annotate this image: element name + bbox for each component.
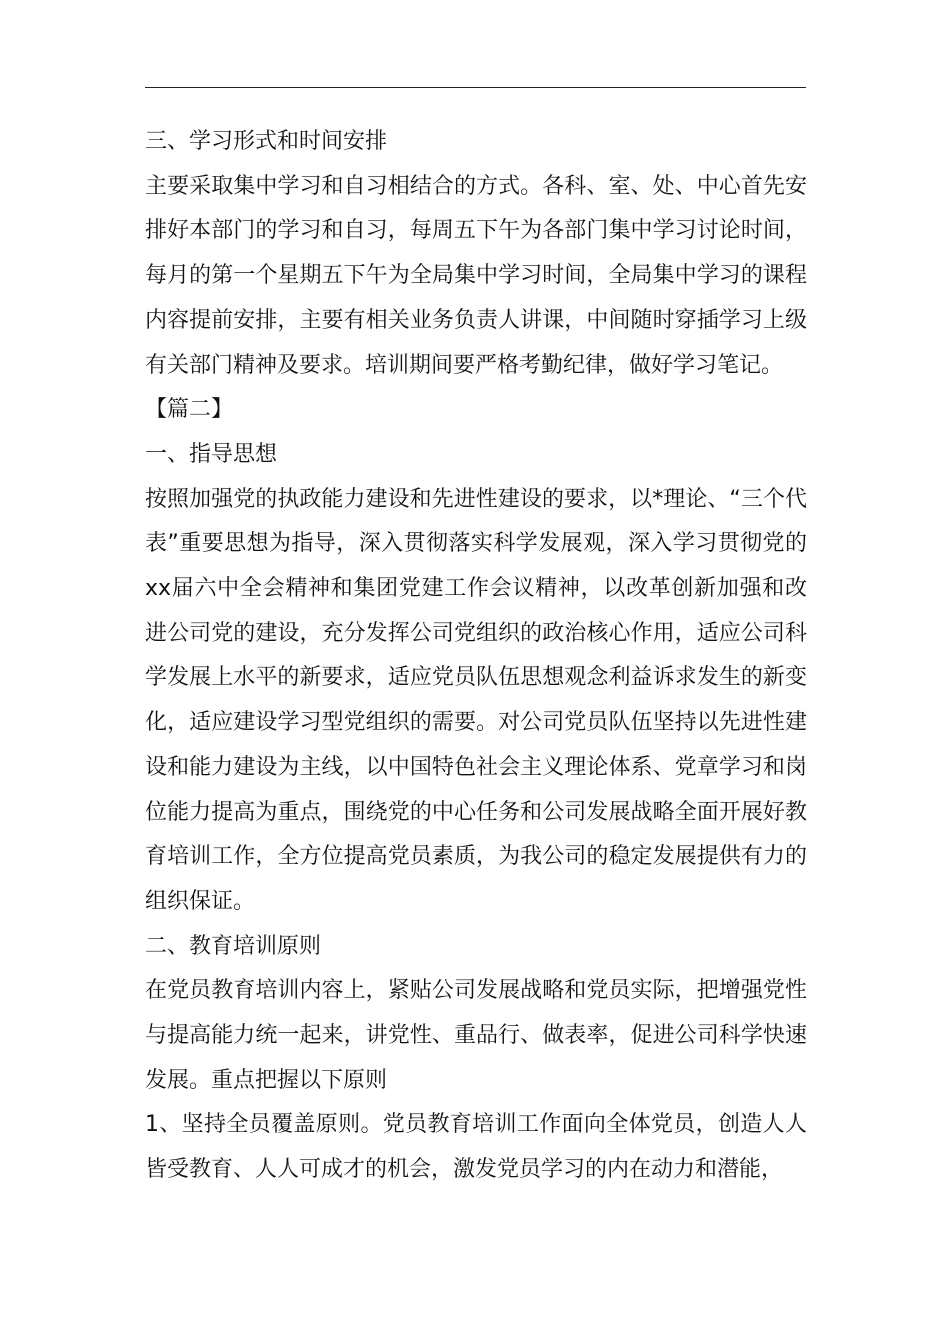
section-heading-guiding-ideology: 一、指导思想 — [145, 441, 278, 467]
paragraph-study-schedule: 主要采取集中学习和自习相结合的方式。各科、室、处、中心首先安排好本部门的学习和自习，每周五下午为各部门集中学习讨论时间，每月的第一个星期五下午为全局集中学习时间，全局集中学习的课程内容提前安排，主要有相关业务负责人讲课，中间随时穿插学习上级有关部门精神及要求。培训期间要严格考勤纪律，做好学习笔记。 — [145, 173, 807, 378]
paragraph-training-principles: 在党员教育培训内容上，紧贴公司发展战略和党员实际，把增强党性与提高能力统一起来，讲党性、重品行、做表率，促进公司科学快速发展。重点把握以下原则 — [145, 978, 807, 1093]
document-body — [145, 120, 807, 1193]
part-heading-two: 【篇二】 — [145, 397, 234, 423]
paragraph-guiding-ideology: 按照加强党的执政能力建设和先进性建设的要求，以*理论、“三个代表”重要思想为指导，深入贯彻落实科学发展观，深入学习贯彻党的xx届六中全会精神和集团党建工作会议精神，以改革创新加强和改进公司党的建设，充分发挥公司党组织的政治核心作用，适应公司科学发展上水平的新要求，适应党员队伍思想观念利益诉求发生的新变化，适应建设学习型党组织的需要。对公司党员队伍坚持以先进性建设和能力建设为主线，以中国特色社会主义理论体系、党章学习和岗位能力提高为重点，围绕党的中心任务和公司发展战略全面开展好教育培训工作，全方位提高党员素质，为我公司的稳定发展提供有力的组织保证。 — [145, 486, 807, 914]
section-heading-study-format: 三、学习形式和时间安排 — [145, 129, 388, 154]
section-heading-training-principles: 二、教育培训原则 — [145, 933, 322, 959]
paragraph-full-coverage-principle: 1、坚持全员覆盖原则。党员教育培训工作面向全体党员，创造人人皆受教育、人人可成才的机会，激发党员学习的内在动力和潜能， — [145, 1112, 807, 1183]
header-rule — [145, 87, 806, 88]
